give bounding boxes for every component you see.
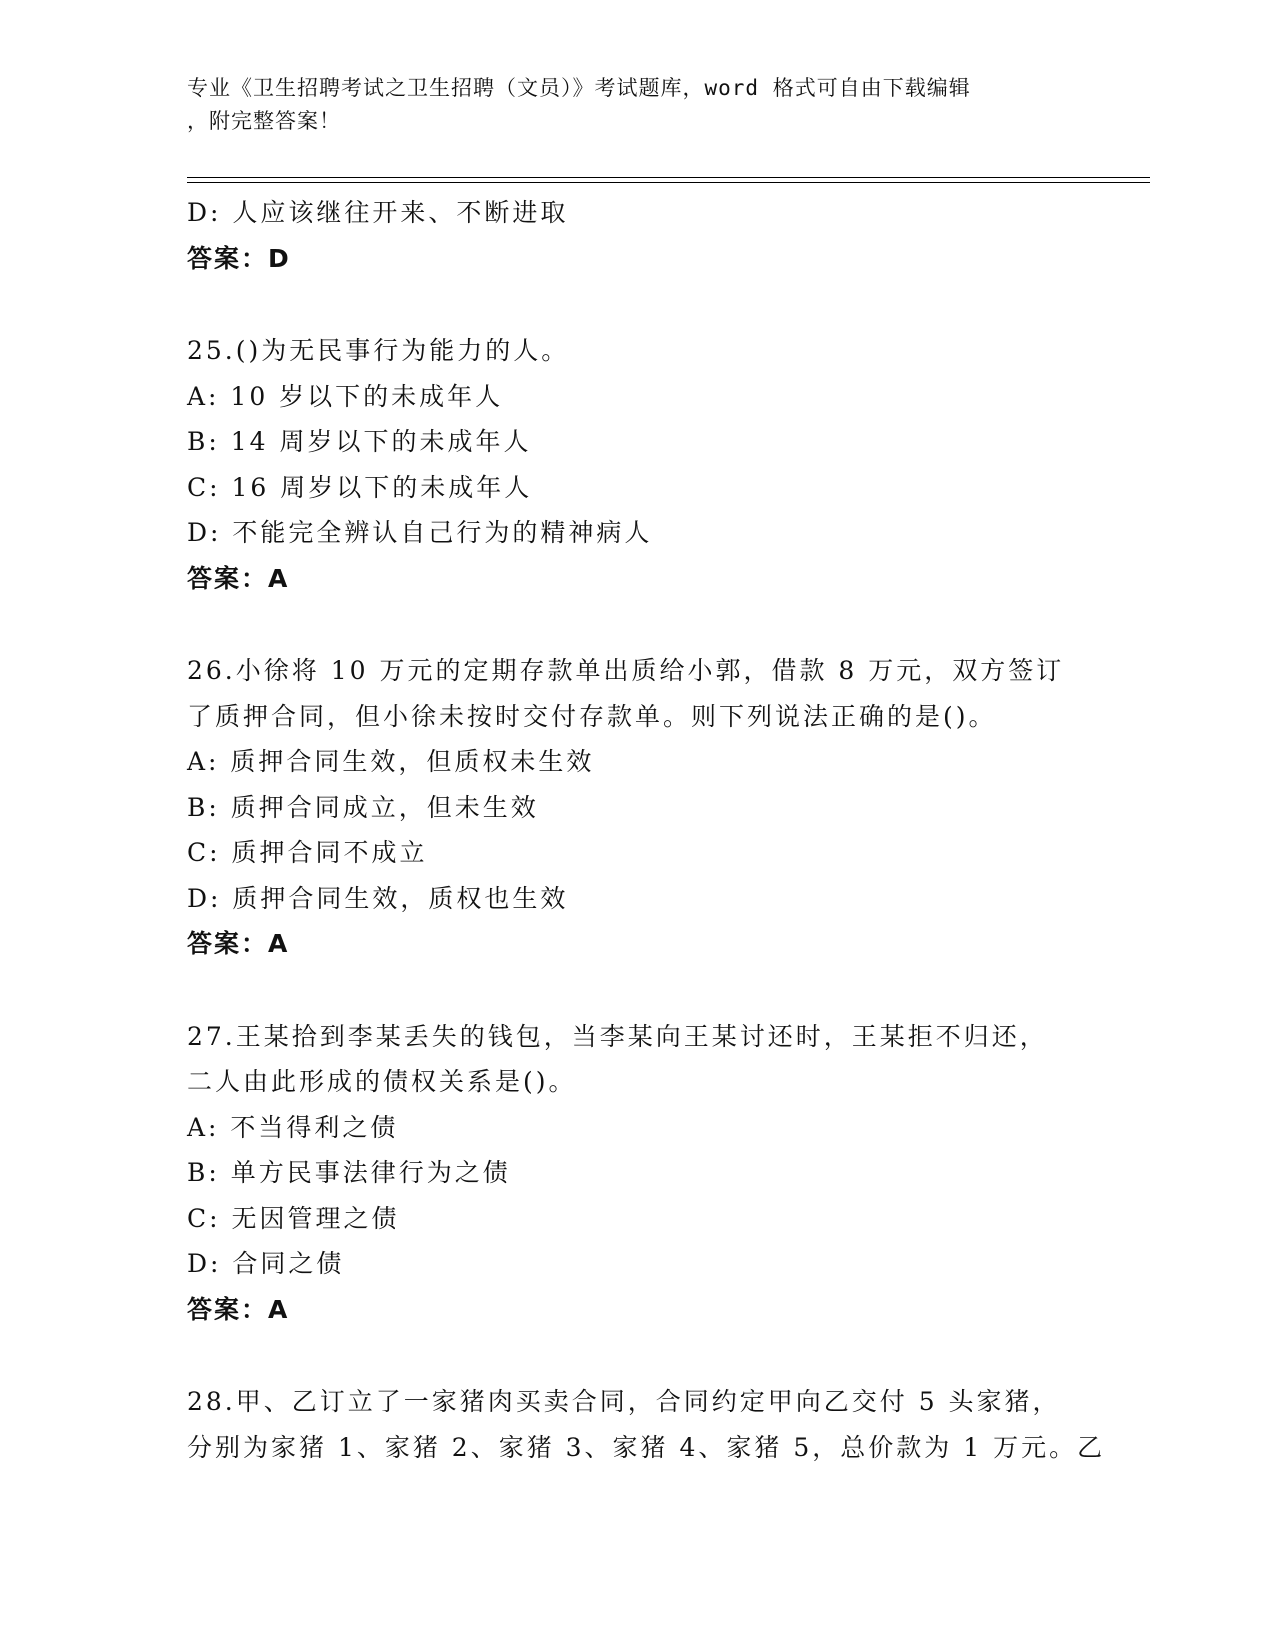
option-b: B: 单方民事法律行为之债	[187, 1158, 511, 1187]
question-26	[187, 648, 1087, 967]
answer: 答案：A	[187, 929, 290, 958]
question-stem: 二人由此形成的债权关系是()。	[187, 1067, 577, 1096]
option-a: A: 10 岁以下的未成年人	[187, 381, 504, 411]
header-divider-top	[187, 177, 1150, 178]
question-stem: 25.()为无民事行为能力的人。	[187, 336, 570, 365]
option-d: D: 不能完全辨认自己行为的精神病人	[187, 518, 653, 547]
question-list	[187, 190, 1106, 1470]
question-stem: 28.甲、乙订立了一家猪肉买卖合同，合同约定甲向乙交付 5 头家猪，	[187, 1387, 1061, 1416]
option-a: A: 质押合同生效，但质权未生效	[187, 747, 595, 776]
question-stem: 分别为家猪 1、家猪 2、家猪 3、家猪 4、家猪 5，总价款为 1 万元。乙	[187, 1432, 1106, 1462]
option-c: C: 质押合同不成立	[187, 838, 428, 867]
answer: 答案：A	[187, 1294, 290, 1324]
option-b: B: 14 周岁以下的未成年人	[187, 427, 532, 456]
option-a: A: 不当得利之债	[187, 1112, 399, 1142]
option-c: C: 16 周岁以下的未成年人	[187, 472, 533, 502]
option-b: B: 质押合同成立，但未生效	[187, 792, 539, 822]
header-line-2: ，附完整答案！	[187, 109, 341, 133]
question-25	[187, 328, 1087, 601]
question-stem: 了质押合同，但小徐未按时交付存款单。则下列说法正确的是()。	[187, 701, 997, 731]
option-d: D: 合同之债	[187, 1249, 345, 1278]
header-line-1: 专业《卫生招聘考试之卫生招聘（文员）》考试题库，word 格式可自由下载编辑	[187, 76, 971, 100]
document-header	[187, 72, 1067, 138]
header-divider-bottom	[187, 182, 1150, 183]
question-28	[187, 1379, 1106, 1470]
question-stem: 27.王某拾到李某丢失的钱包，当李某向王某讨还时，王某拒不归还，	[187, 1021, 1048, 1051]
question-stem: 26.小徐将 10 万元的定期存款单出质给小郭，借款 8 万元，双方签订	[187, 656, 1065, 685]
prev-option-d: D: 人应该继往开来、不断进取	[187, 198, 569, 227]
option-d: D: 质押合同生效，质权也生效	[187, 883, 569, 913]
answer: 答案：A	[187, 563, 290, 593]
option-c: C: 无因管理之债	[187, 1203, 400, 1233]
prev-answer: 答案：D	[187, 243, 291, 273]
question-27	[187, 1014, 1087, 1333]
